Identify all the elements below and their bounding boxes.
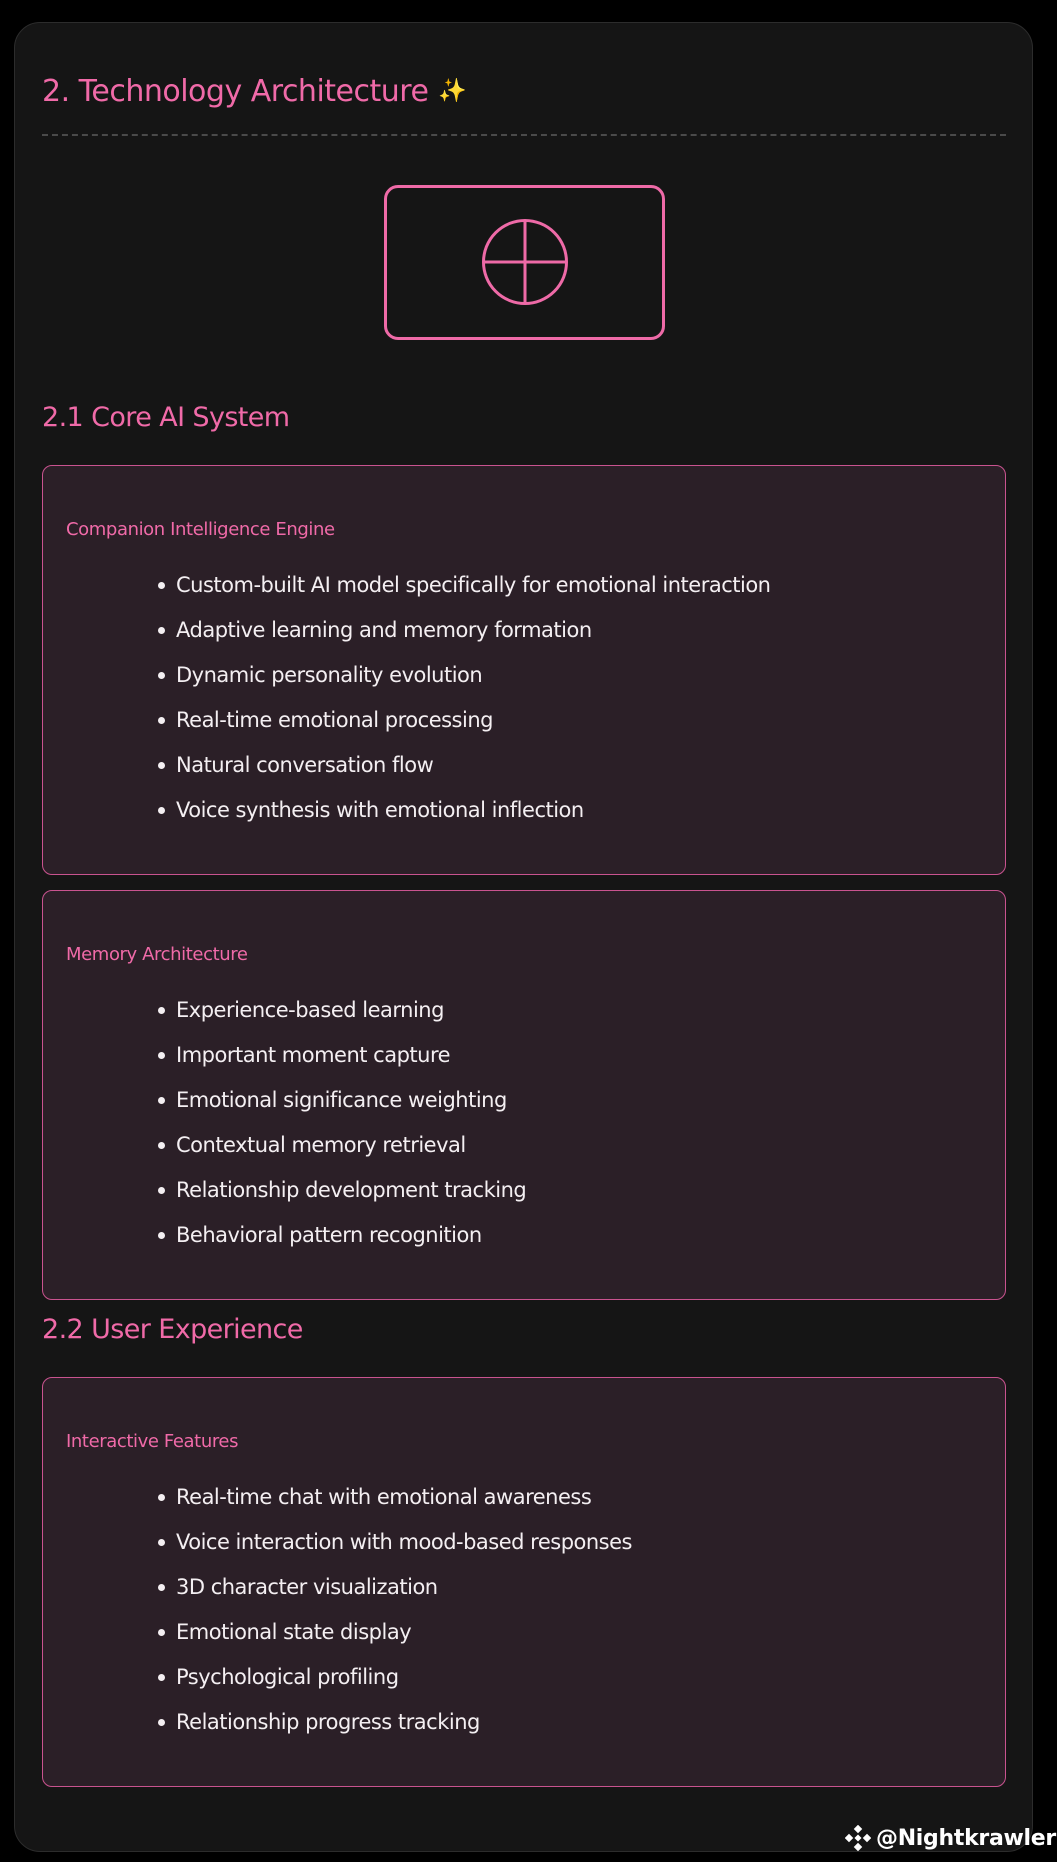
list-item: Natural conversation flow <box>155 753 770 798</box>
card-companion-intelligence-engine <box>42 465 1006 875</box>
card-title: Interactive Features <box>66 1431 239 1452</box>
list-item: 3D character visualization <box>155 1575 632 1620</box>
sparkles-icon: ✨ <box>438 78 467 104</box>
list-item: Voice interaction with mood-based responses <box>155 1530 632 1575</box>
list-item: Contextual memory retrieval <box>155 1133 526 1178</box>
list-item: Real-time chat with emotional awareness <box>155 1485 632 1530</box>
card-memory-architecture <box>42 890 1006 1300</box>
card-title: Memory Architecture <box>66 944 248 965</box>
page-title <box>42 74 467 109</box>
crosshair-circle-icon <box>481 218 569 306</box>
list-item: Relationship progress tracking <box>155 1710 632 1755</box>
list-item: Adaptive learning and memory formation <box>155 618 770 663</box>
binance-logo-icon <box>845 1825 871 1851</box>
list-item: Experience-based learning <box>155 998 526 1043</box>
watermark <box>845 1823 1056 1853</box>
feature-list <box>155 998 526 1268</box>
feature-list <box>155 573 770 843</box>
page-title-text: 2. Technology Architecture <box>42 74 429 109</box>
list-item: Custom-built AI model specifically for emotional interaction <box>155 573 770 618</box>
section-heading-core-ai-system: 2.1 Core AI System <box>42 402 290 433</box>
list-item: Relationship development tracking <box>155 1178 526 1223</box>
title-divider <box>42 134 1006 136</box>
list-item: Dynamic personality evolution <box>155 663 770 708</box>
watermark-text: @Nightkrawler <box>876 1825 1056 1851</box>
section-heading-user-experience: 2.2 User Experience <box>42 1314 303 1345</box>
architecture-illustration <box>384 185 665 340</box>
list-item: Emotional significance weighting <box>155 1088 526 1133</box>
card-interactive-features <box>42 1377 1006 1787</box>
list-item: Important moment capture <box>155 1043 526 1088</box>
card-title: Companion Intelligence Engine <box>66 519 335 540</box>
list-item: Emotional state display <box>155 1620 632 1665</box>
list-item: Psychological profiling <box>155 1665 632 1710</box>
list-item: Voice synthesis with emotional inflection <box>155 798 770 843</box>
list-item: Real-time emotional processing <box>155 708 770 753</box>
feature-list <box>155 1485 632 1755</box>
list-item: Behavioral pattern recognition <box>155 1223 526 1268</box>
